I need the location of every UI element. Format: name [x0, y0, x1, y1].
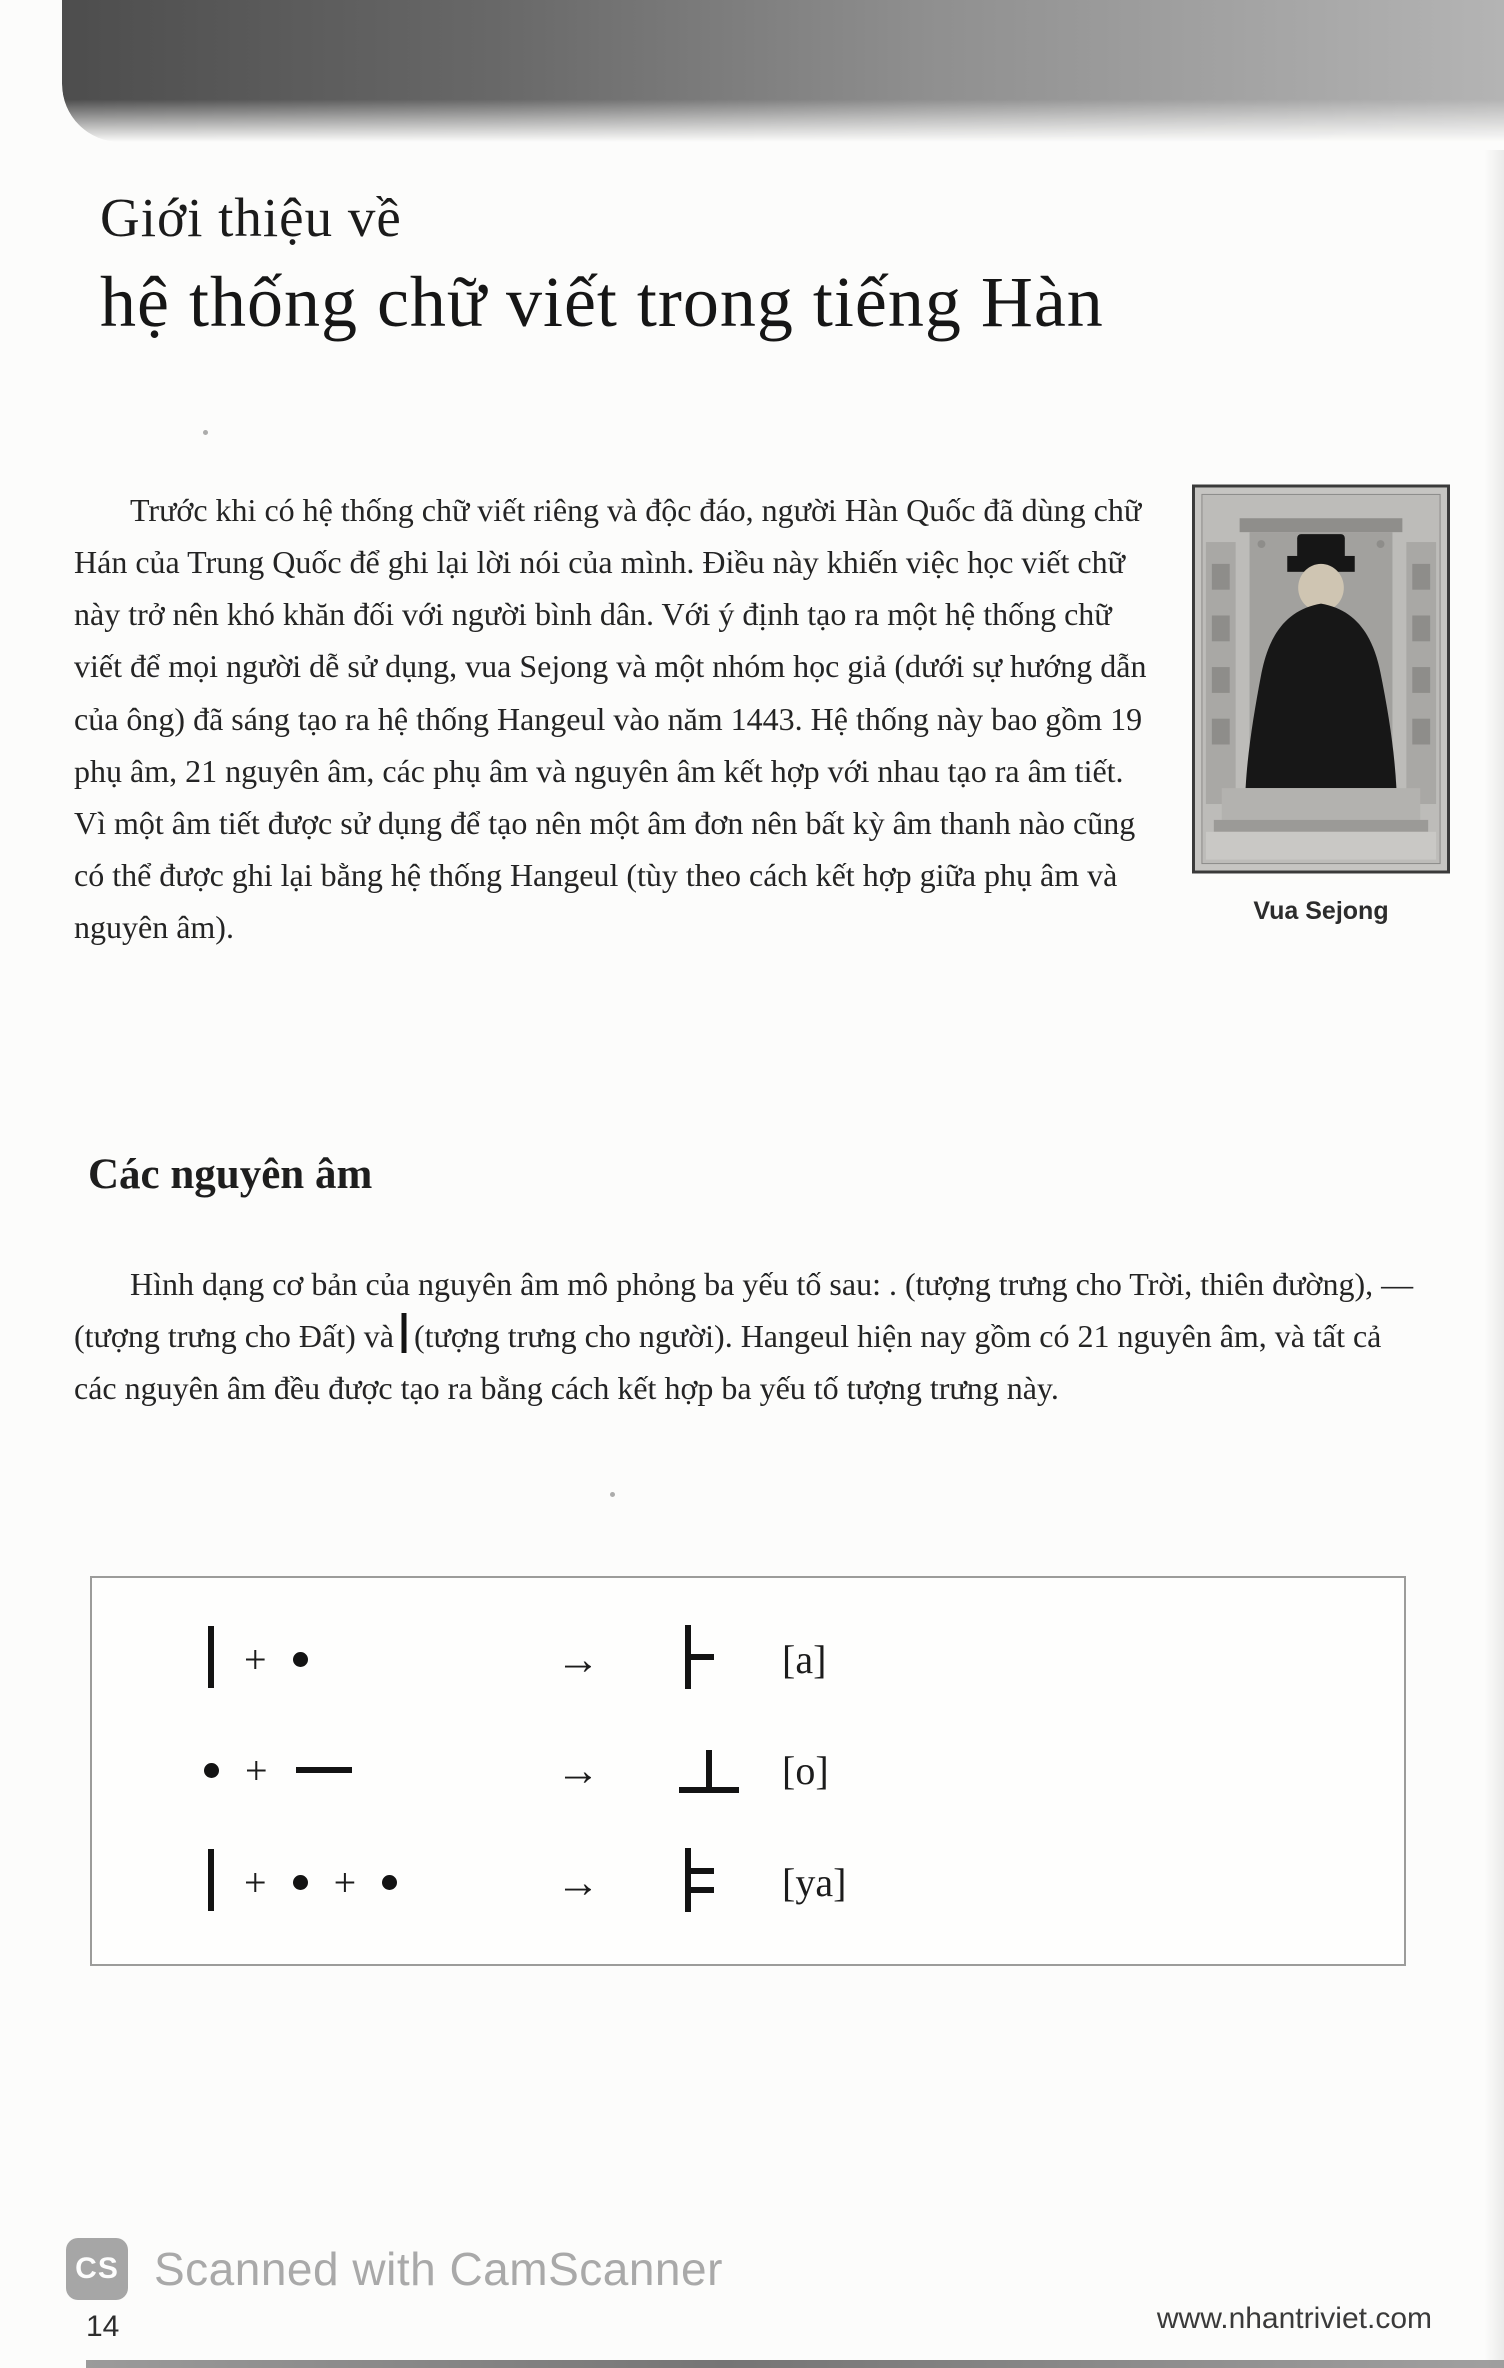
plus-operator: +	[244, 1637, 267, 1683]
publisher-website: www.nhantriviet.com	[1156, 2302, 1432, 2335]
sejong-figure	[1192, 484, 1450, 953]
formula-ya	[204, 1847, 556, 1918]
sky-dot-icon	[293, 1875, 308, 1890]
intro-section	[74, 484, 1450, 953]
jamo-i-icon	[204, 1624, 218, 1695]
jamo-o-icon	[677, 1740, 782, 1801]
vowels-paragraph-part1: Hình dạng cơ bản của nguyên âm mô phỏng ba yếu tố sau: . (tượng trưng cho Trời, thiên đường), — (tượng trưng cho Đất) và	[74, 1266, 1414, 1355]
romanization-label: [ya]	[782, 1859, 847, 1905]
jamo-i-icon	[204, 1847, 218, 1918]
plus-operator: +	[333, 1859, 357, 1905]
scan-speck	[203, 430, 208, 435]
arrow-icon: →	[556, 1746, 600, 1796]
scan-shadow-right	[1484, 150, 1504, 2368]
arrow-icon: →	[556, 1857, 600, 1907]
vowel-row-a	[204, 1604, 1404, 1715]
formula-o	[204, 1747, 556, 1794]
romanization-label: [a]	[782, 1637, 827, 1683]
camscanner-text: Scanned with CamScanner	[154, 2243, 723, 2295]
plus-operator: +	[244, 1859, 267, 1905]
romanization-label: [o]	[782, 1748, 829, 1794]
jamo-eu-icon	[294, 1758, 354, 1783]
page-title	[100, 188, 1104, 340]
formula-a	[204, 1624, 556, 1695]
sejong-caption: Vua Sejong	[1253, 897, 1389, 925]
vowels-section-heading: Các nguyên âm	[88, 1151, 373, 1198]
scan-shadow-top	[62, 0, 1504, 142]
jamo-ya-icon	[677, 1846, 782, 1919]
arrow-icon: →	[556, 1635, 600, 1685]
page-number: 14	[86, 2310, 120, 2343]
camscanner-logo-icon: CS	[66, 2238, 128, 2300]
vowel-row-ya	[204, 1827, 1404, 1938]
vowel-formation-table	[90, 1576, 1406, 1966]
sky-dot-icon	[293, 1652, 308, 1667]
scan-edge-bottom	[86, 2360, 1504, 2368]
scan-speck	[610, 1492, 615, 1497]
intro-paragraph: Trước khi có hệ thống chữ viết riêng và độc đáo, người Hàn Quốc đã dùng chữ Hán của Trung Quốc để ghi lại lời nói của mình. Điều này khiến việc học viết chữ này trở nên khó khăn đối với người bình dân. Với ý định tạo ra một hệ thống chữ viết để mọi người dễ sử dụng, vua Sejong và một nhóm học giả (dưới sự hướng dẫn của ông) đã sáng tạo ra hệ thống Hangeul vào năm 1443. Hệ thống này bao gồm 19 phụ âm, 21 nguyên âm, các phụ âm và nguyên âm kết hợp với nhau tạo ra âm tiết. Vì một âm tiết được sử dụng để tạo nên một âm đơn nên bất kỳ âm thanh nào cũng có thể được ghi lại bằng hệ thống Hangeul (tùy theo cách kết hợp giữa phụ âm và nguyên âm).	[74, 492, 1147, 946]
title-line-2: hệ thống chữ viết trong tiếng Hàn	[100, 261, 1104, 342]
sky-dot-icon	[204, 1763, 219, 1778]
vowels-paragraph-part2: (tượng trưng cho người). Hangeul hiện nay gồm có 21 nguyên âm, và tất cả các nguyên âm đều được tạo ra bằng cách kết hợp ba yếu tố tượng trưng này.	[74, 1318, 1382, 1407]
camscanner-watermark	[66, 2238, 723, 2300]
title-line-1: Giới thiệu về	[100, 187, 402, 248]
sky-dot-icon	[382, 1875, 397, 1890]
jamo-i-icon	[398, 1311, 410, 1355]
plus-operator: +	[245, 1748, 268, 1794]
vowel-row-o	[204, 1715, 1404, 1826]
jamo-a-icon	[677, 1623, 782, 1696]
sejong-portrait-image	[1192, 484, 1450, 874]
vowels-paragraph	[74, 1258, 1426, 1414]
